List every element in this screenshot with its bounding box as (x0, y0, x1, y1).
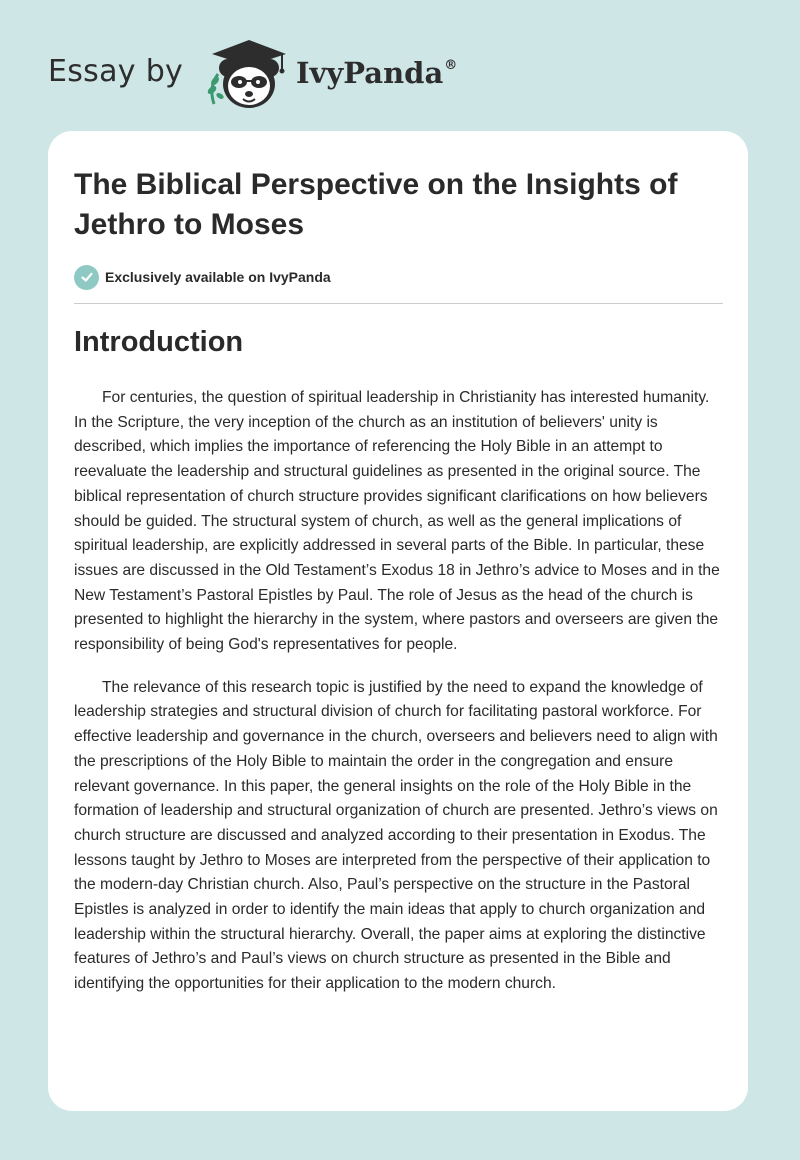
exclusive-badge (74, 263, 331, 291)
check-icon (74, 265, 99, 290)
essay-title: The Biblical Perspective on the Insights of Jethro to Moses (74, 168, 678, 241)
brand-name[interactable] (296, 56, 457, 90)
essay-by-label: Essay by (48, 54, 184, 89)
site-header (48, 30, 568, 114)
divider (74, 303, 723, 304)
essay-body (74, 386, 722, 1015)
brand-text: IvyPanda (296, 56, 444, 90)
paragraph: For centuries, the question of spiritual leadership in Christianity has interested humanity. In the Scripture, the very inception of the church as an institution of believers' unity is described, which implies the importance of referencing the Holy Bible in an attempt to reevaluate the leadership and structural guidelines as presented in the original source. The biblical representation of church structure provides significant clarifications on how believers should be guided. The structural system of church, as well as the general implications of spiritual leadership, are explicitly addressed in several parts of the Bible. In particular, these issues are discussed in the Old Testament’s Exodus 18 in Jethro’s advice to Moses and in the New Testament’s Pastoral Epistles by Paul. The role of Jesus as the head of the church is presented to highlight the hierarchy in the system, where pastors and overseers are given the responsibility of being God's representatives for people. (74, 389, 720, 654)
essay-card (48, 131, 748, 1111)
paragraph: The relevance of this research topic is justified by the need to expand the knowledge of leadership strategies and structural division of church for facilitating pastoral workforce. For effective leadership and governance in the church, overseers and believers need to align with the prescriptions of the Holy Bible to maintain the order in the congregation and ensure relevant governance. In this paper, the general insights on the role of the Holy Bible in the formation of leadership and structural organization of church are presented. Jethro’s views on church structure are discussed and analyzed according to their presentation in Exodus. The lessons taught by Jethro to Moses are interpreted from the perspective of their application to the modern-day Christian church. Also, Paul’s perspective on the structure in the Pastoral Epistles is analyzed in order to identify the main ideas that apply to church organization and leadership within the structural hierarchy. Overall, the paper aims at exploring the distinctive features of Jethro’s and Paul’s views on church structure as presented in the Bible and identifying the opportunities for their application to the modern church. (74, 678, 718, 993)
panda-logo-icon[interactable] (202, 34, 294, 114)
section-heading-introduction: Introduction (74, 326, 244, 358)
badge-label: Exclusively available on IvyPanda (105, 269, 331, 285)
registered-mark: ® (444, 58, 458, 73)
